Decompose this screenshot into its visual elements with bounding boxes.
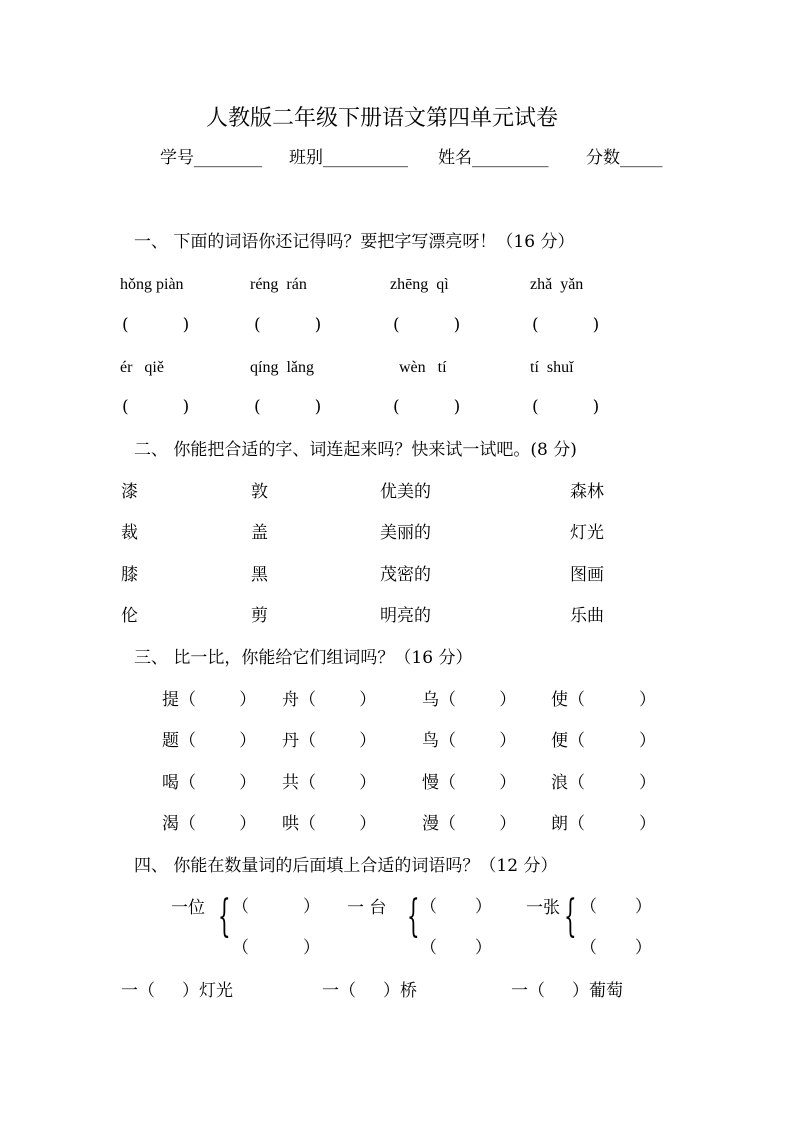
- match-noun[interactable]: 灯光: [570, 523, 604, 543]
- measure-word-label: 一张: [526, 898, 560, 918]
- name-field[interactable]: 姓名_________: [438, 148, 549, 168]
- match-char[interactable]: 盖: [251, 523, 268, 543]
- word-group-item[interactable]: 哄（ ）: [282, 814, 377, 834]
- match-noun[interactable]: 图画: [570, 565, 604, 585]
- match-adjective[interactable]: 明亮的: [380, 606, 431, 626]
- measure-word-label: 一 台: [347, 898, 387, 918]
- word-group-item[interactable]: 题（ ）: [162, 731, 257, 751]
- answer-blank[interactable]: ( ): [254, 315, 322, 335]
- brace-icon: {: [218, 891, 231, 942]
- page-title: 人教版二年级下册语文第四单元试卷: [206, 106, 559, 131]
- pinyin-item: zhēng qì: [390, 276, 449, 293]
- word-group-item[interactable]: 使（ ）: [551, 690, 657, 710]
- answer-blank[interactable]: ( ): [393, 397, 461, 417]
- pinyin-item: hǒng piàn: [120, 276, 184, 293]
- class-field[interactable]: 班别__________: [289, 148, 408, 168]
- word-group-item[interactable]: 漫（ ）: [422, 814, 517, 834]
- word-group-item[interactable]: 丹（ ）: [282, 731, 377, 751]
- word-group-item[interactable]: 便（ ）: [551, 731, 657, 751]
- match-char[interactable]: 黑: [251, 565, 268, 585]
- pinyin-item: zhǎ yǎn: [530, 276, 584, 293]
- match-adjective[interactable]: 优美的: [380, 482, 431, 502]
- brace-icon: {: [407, 891, 420, 942]
- word-group-item[interactable]: 浪（ ）: [551, 773, 657, 793]
- word-group-item[interactable]: 舟（ ）: [282, 690, 377, 710]
- measure-word-label: 一位: [171, 898, 205, 918]
- word-group-item[interactable]: 慢（ ）: [422, 773, 517, 793]
- word-group-item[interactable]: 喝（ ）: [162, 773, 257, 793]
- answer-blank[interactable]: （ ）: [420, 938, 492, 958]
- word-group-item[interactable]: 提（ ）: [162, 690, 257, 710]
- fill-item[interactable]: 一（ ）葡萄: [511, 981, 624, 1001]
- answer-blank[interactable]: （ ）: [420, 897, 492, 917]
- section-2-heading: 二、 你能把合适的字、词连起来吗？快来试一试吧。(8 分): [134, 440, 577, 460]
- word-group-item[interactable]: 鸟（ ）: [422, 731, 517, 751]
- answer-blank[interactable]: ( ): [393, 315, 461, 335]
- word-group-item[interactable]: 乌（ ）: [422, 690, 517, 710]
- match-adjective[interactable]: 茂密的: [380, 565, 431, 585]
- answer-blank[interactable]: ( ): [532, 315, 600, 335]
- score-field[interactable]: 分数_____: [586, 148, 663, 168]
- answer-blank[interactable]: （ ）: [580, 938, 652, 958]
- student-number-field[interactable]: 学号________: [160, 148, 262, 168]
- pinyin-item: qíng lǎng: [250, 359, 314, 376]
- section-4-heading: 四、 你能在数量词的后面填上合适的词语吗？（12 分）: [134, 856, 558, 876]
- pinyin-item: ér qiě: [120, 359, 164, 376]
- pinyin-item: réng rán: [250, 276, 307, 293]
- word-group-item[interactable]: 渴（ ）: [162, 814, 257, 834]
- match-char[interactable]: 剪: [251, 606, 268, 626]
- section-3-heading: 三、 比一比，你能给它们组词吗？（16 分）: [134, 648, 473, 668]
- match-char[interactable]: 伦: [121, 606, 138, 626]
- answer-blank[interactable]: ( ): [254, 397, 322, 417]
- match-noun[interactable]: 乐曲: [570, 606, 604, 626]
- section-1-heading: 一、 下面的词语你还记得吗？要把字写漂亮呀！（16 分）: [134, 232, 575, 252]
- match-char[interactable]: 裁: [121, 523, 138, 543]
- word-group-item[interactable]: 共（ ）: [282, 773, 377, 793]
- match-char[interactable]: 敦: [251, 482, 268, 502]
- answer-blank[interactable]: ( ): [532, 397, 600, 417]
- fill-item[interactable]: 一（ ）桥: [322, 981, 418, 1001]
- answer-blank[interactable]: （ ）: [232, 938, 321, 958]
- brace-icon: {: [564, 891, 577, 942]
- pinyin-item: wèn tí: [399, 359, 447, 376]
- answer-blank[interactable]: （ ）: [232, 897, 321, 917]
- match-noun[interactable]: 森林: [570, 482, 604, 502]
- match-adjective[interactable]: 美丽的: [380, 523, 431, 543]
- word-group-item[interactable]: 朗（ ）: [551, 814, 657, 834]
- answer-blank[interactable]: ( ): [122, 397, 190, 417]
- pinyin-item: tí shuǐ: [530, 359, 574, 376]
- answer-blank[interactable]: （ ）: [580, 897, 652, 917]
- fill-item[interactable]: 一（ ）灯光: [121, 981, 234, 1001]
- match-char[interactable]: 漆: [121, 482, 138, 502]
- answer-blank[interactable]: ( ): [122, 315, 190, 335]
- match-char[interactable]: 膝: [121, 565, 138, 585]
